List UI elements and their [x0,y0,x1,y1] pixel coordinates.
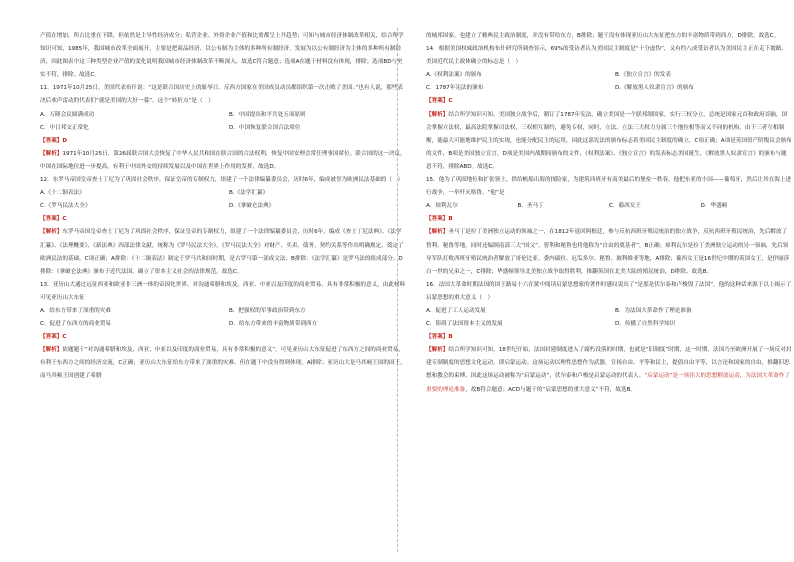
option-d: D．华盛顿 [700,203,728,210]
option-a: A．给东方带来了深重的灾难 [40,307,111,314]
question-14-answer: 【答案】C [426,98,453,105]
question-11-options [40,109,406,135]
option-c: C．促进了东西方的商业贸易 [40,321,112,328]
analysis-tag: 【解析】 [426,229,449,236]
option-d: D.《拿破仑法典》 [229,203,275,210]
analysis-tag: 【解析】 [40,347,63,354]
option-c: C．葡西女王 [609,203,641,210]
option-b: B．圣马丁 [517,203,544,210]
analysis-tag: 【解析】 [40,150,63,157]
option-a: A.《权利法案》的颁布 [426,72,482,79]
intro-analysis-text: 产值在增加，所占比重在下降，但依然是主导性经济成分；私营企业、外资企业产值和比重都呈上升趋势；可知与城市经济体制改革相关，结合所学知识可知，1985年，我国城市改革全面展开，主要是把商品经济、以公有制为主体的多种所有制经济，发展为以公有制经济为主体的多种所有制经济，因此图表中这三种类型企业产值的变化说明我国城市经济体制改革不断深入。故选C符合题意；选项A在题干材料没有体现，排除；选项BD与史实不符，排除。故选C。 [40,33,404,79]
question-11-analysis: 【解析】1971年10月25日，第26届联合国大会恢复了中华人民共和国在联合国的合法权利，恢复中国安理会常任理事国席位。联合国的这一决议，中国在国际地位进一步提高，有利于中国外交的持续发展以及中国在世界上作用的发挥，故选D。 [40,150,406,170]
option-d: D．传播了自然科学知识 [615,321,676,328]
question-14-stem: 14．根据美国权威政治机构布什研究所调查显示，69%的受访者认为美国民主制度是“十分虚伪”，又有约八成受访者认为美国民主正在走下坡路。美国近代民主政体确立的标志是（ ） [426,46,787,66]
question-15-options [426,200,792,213]
question-12-options [40,187,406,213]
question-11-answer: 【答案】D [40,137,68,144]
question-13-options [40,305,406,331]
option-c: C．1787年宪法的颁布 [426,85,484,92]
analysis-tag: 【解析】 [40,229,63,236]
option-d: D.《解放黑人奴隶宣言》的颁布 [615,85,694,92]
question-13-analysis-continued: 的城邦国家，也建立了雅典民主政治制度，并没有带给东方，B排除；题干没有体现亚历山大东征把东方的丰富物质带到西方，D排除。故选C。 [426,33,780,39]
option-a: A.《十二铜表法》 [40,190,85,197]
question-12-analysis: 【解析】东罗马帝国皇帝查士丁尼为了巩固社会秩序，保证皇帝的专制权力，组建了一个法律编纂委员会，历时6年，编成《查士丁尼法典》、《法学汇纂》、《法理概要》、《新法典》四部法律文献，统称为《罗马民法大全》。《罗马民法大全》对财产、买卖、债务、契约关系等作出明确规定，奠定了欧洲民法的基础。C项正确；A排除：《十二铜表法》制定于罗马共和国时期，是古罗马第一部成文法；B排除：《法学汇纂》是罗马法的组成部分；D排除：《拿破仑法典》颁布于近代法国，确立了资本主义社会的法律规范。故选C。 [40,229,404,275]
option-a: A．万隆会议圆满成功 [40,111,95,118]
question-16-analysis [426,344,792,396]
question-11-stem: 11．1971年10月25日，美国代表布什说：“这是联合国历史上的耻辱日。反西方国家在美国成员动员都组织第一次击败了美国。”也有人说，那些表决后欢声雷动的代表们“就是美国的大好一幕”。这个“转折点”是（ ） [40,85,404,105]
analysis-highlight: “启蒙运动”是一场伟大的思想解放运动，为法国大革命作了重要的理论准备 [426,373,791,393]
option-c: C.《罗马民法大全》 [40,203,91,210]
analysis-text-end: ，故B符合题意；ACD与题干的“启蒙思想的重大意义”不符，故选B。 [465,386,637,393]
option-b: B.《法学汇纂》 [229,190,269,197]
analysis-tag: 【解析】 [426,347,449,354]
option-c: C．阻碍了法国资本主义的发展 [426,321,503,328]
option-d: D．给东方带来的丰富物质带到西方 [229,321,318,328]
question-14-options [426,69,792,95]
analysis-text: 【解析】结合所学知识可知，18世纪开始，法国封建制度进入了腐朽没落的时期，也就是“旧制度”时期，这一时期，法国乃至欧洲开展了一场反对封建专制制度的思想文化运动，即启蒙运动。这场运动以理性思想作为武器，宣扬自由、平等和民主，提倡自由平等，以言论和国家的自由，推翻旧思想和教会的束缚，因此这场运动被称为“启蒙运动”，伏尔泰和卢梭是启蒙运动的代表人。 [426,347,792,380]
question-15-answer: 【答案】B [426,216,453,223]
question-13-answer: 【答案】C [40,334,67,341]
right-column [426,30,792,550]
question-13-stem: 13．亚历山大通过远征西亚和欧亚非三洲一体的帝国化世界，对沟通希腊和埃及、西亚、中亚以及印度的商业贸易，具有非常积极的意义，由此材料可见亚历山大东征 [40,281,406,301]
option-a: A．促进了工人运动发展 [426,307,486,314]
question-14-analysis: 【解析】结合所学知识可知，美国独立战争后，制订了1787年宪法，确立美国是一个联邦制国家，实行三权分立，总统是国家元首和政府首脑，国会掌握立法权，最高法院掌握司法权，三权相互制约，避免专权，同时，立法、立法三大权力分属三个地位相等而又不同的机构，由于三者互相制衡，能最大可能地维护民主的实现，也能分配民主的运用，因此这部宪法的颁布标志着美国民主制度的确立，C项正确；A项是英国资产阶级议会颁布的文件，B项是美国独立宣言，D项是美国内战期间颁布的文件，《权利法案》、《独立宣言》的发表标志美国诞生，《解放黑人奴隶宣言》的颁布与题意不符，排除ABD。故选C。 [426,111,792,170]
option-c: C．中日邦交正常化 [40,124,89,131]
left-column [40,30,406,550]
option-b: B．为法国大革命作了理论准备 [615,307,692,314]
question-16-stem: 16．法国大革命时期法国的国王路易十六在狱中阅读启蒙思想家的著作时感叹说出了“是那是伏尔泰和卢梭毁了法国”，他的这种话来源于以上揭示了启蒙思想的重大意义（ ） [426,281,792,301]
option-a: A．琼利瓦尔 [426,203,458,210]
question-15-analysis: 【解析】圣马丁是拉丁美洲独立运动的领袖之一，在1812年返回阿根廷，参与反抗西班牙殖民统治的独立战争，反抗西班牙殖民统治，先后解放了智利、秘鲁等地，同时还编制南部三大“国父”，智利和秘鲁也将他称为“自由的奠基者”，B正确；琼利瓦尔是拉丁美洲独立运动的另一领袖，先后领导军队打败西班牙殖民统治者解放了哥伦比亚、委内瑞拉、厄瓜多尔、秘鲁、玻利维亚等地，A排除；葡西女王是16世纪中期的英国女王，是伊丽莎白一世的兄弟之一，C排除；华盛顿领导北美独立战争取得胜利，推翻英国在北美大陆的殖民统治，D排除。故选B。 [426,229,790,275]
question-16-answer: 【答案】B [426,334,453,341]
question-12-stem: 12．东罗马帝国皇帝查士丁尼为了巩固社会秩序，保证皇帝的专制权力，组建了一个法律编纂委员会，历时6年，编成被誉为欧洲民法基础的（ ） [40,177,404,184]
question-16-options [426,305,792,331]
question-12-answer: 【答案】C [40,216,67,223]
option-b: B．把强权的军事政治带到东方 [229,307,306,314]
question-15-stem: 15．他为了巩固地位和扩张领土，供给帆船出海的探险家，为建筑西班牙有南美最后的堡垒一秩春，他把东亚的小国——葡萄牙，然后让其在海上进行战争，一举歼灭格鲁。“他”是 [426,177,792,197]
option-b: B.《独立宣言》的发表 [615,72,671,79]
option-b: B．中国提出和平共处五项原则 [229,111,306,118]
analysis-tag: 【解析】 [426,111,449,118]
question-13-analysis: 【解析】依题题干“对沟通希腊和埃及、西亚、中亚以及印度的商业贸易，具有非常积极的意义”，可见亚历山大东征促进了东西方之间的商业贸易，有利于东西方之间的经济交流，C正确；亚历山大东征给东方带来了深重的灾难，但在题干中没有得到体现，A排除；亚历山大是马其顿王国的国王，而马其顿王国创建了希腊 [40,347,406,380]
option-d: D．中国恢复联合国合法席位 [229,124,301,131]
